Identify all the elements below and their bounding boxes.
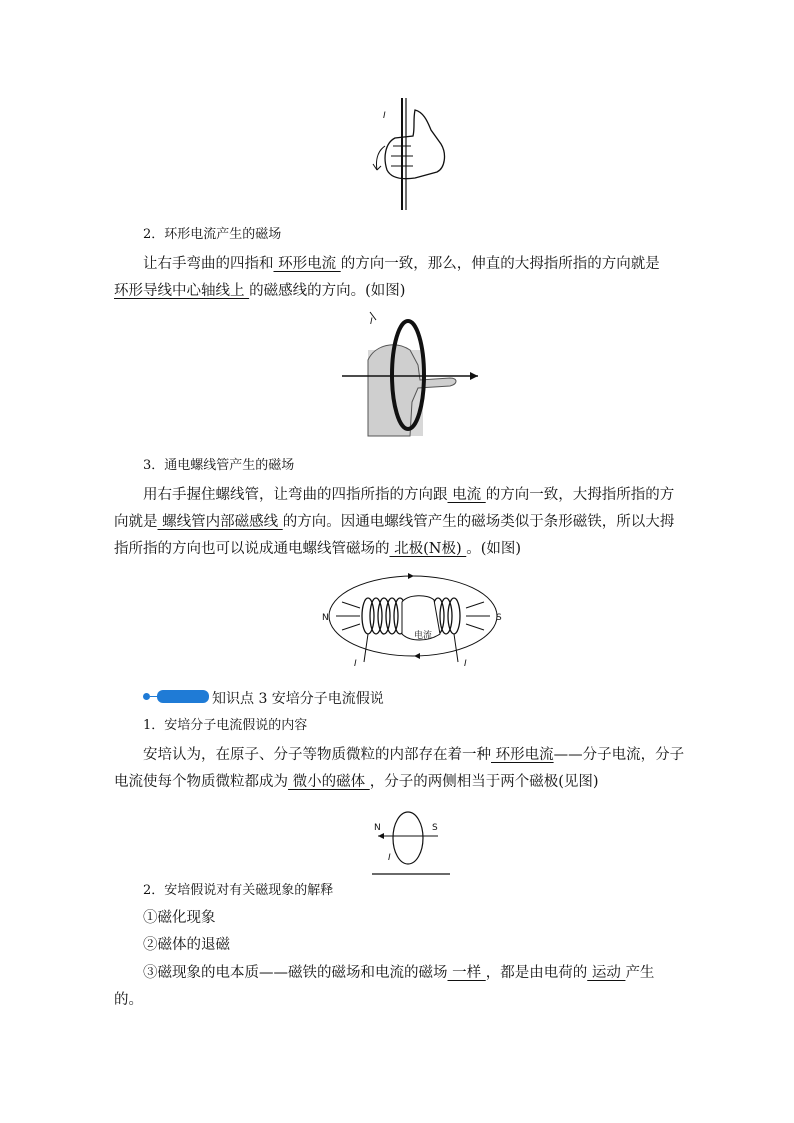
subheading-1: 1．安培分子电流假说的内容 [143, 718, 308, 733]
section-3-line-3: 指所指的方向也可以说成通电螺线管磁场的 北极(N极) 。(如图) [114, 541, 522, 557]
section-2-line-2: 环形导线中心轴线上 的磁感线的方向。(如图) [114, 283, 406, 299]
kp3-para-line-2: 电流使每个物质微粒都成为 微小的磁体 ，分子的两侧相当于两个磁极(见图) [114, 774, 599, 790]
section-2-line-1: 让右手弯曲的四指和 环形电流 的方向一致，那么，伸直的大拇指所指的方向就是 [143, 256, 660, 272]
section-2-heading: 2．环形电流产生的磁场 [143, 227, 282, 242]
section-3-line-2: 向就是 螺线管内部磁感线 的方向。因通电螺线管产生的磁场类似于条形磁铁，所以大拇 [114, 514, 675, 530]
knowledge-point-title: 知识点 3 安培分子电流假说 [212, 691, 384, 707]
knowledge-marker-pill [157, 690, 209, 703]
item-electric-nature: ③磁现象的电本质——磁铁的磁场和电流的磁场 一样 ，都是由电荷的 运动 产生 [143, 965, 655, 981]
current-text: 电流 [414, 631, 433, 641]
ring-current-hand-figure [340, 310, 480, 440]
knowledge-marker-dot [143, 693, 150, 700]
item-demagnetization: ②磁体的退磁 [143, 937, 230, 953]
north-label: N [374, 823, 381, 833]
subheading-2: 2．安培假说对有关磁现象的解释 [143, 883, 334, 898]
current-label-right: I [464, 659, 467, 669]
kp3-para-line-1: 安培认为，在原子、分子等物质微粒的内部存在着一种 环形电流——分子电流，分子 [143, 747, 685, 763]
item-magnetization: ①磁化现象 [143, 910, 216, 926]
straight-wire-hand-figure [365, 98, 455, 210]
current-label: I [388, 853, 391, 863]
north-label: N [322, 613, 329, 623]
section-3-heading: 3．通电螺线管产生的磁场 [143, 458, 295, 473]
current-label: I [383, 111, 386, 121]
item-electric-nature-end: 的。 [114, 992, 143, 1008]
current-label: I [370, 317, 373, 327]
solenoid-figure [318, 572, 508, 670]
current-label-left: I [354, 659, 357, 669]
south-label: S [432, 823, 438, 833]
molecular-current-figure [370, 808, 452, 876]
south-label: S [496, 613, 502, 623]
section-3-line-1: 用右手握住螺线管，让弯曲的四指所指的方向跟 电流 的方向一致，大拇指所指的方 [143, 487, 675, 503]
